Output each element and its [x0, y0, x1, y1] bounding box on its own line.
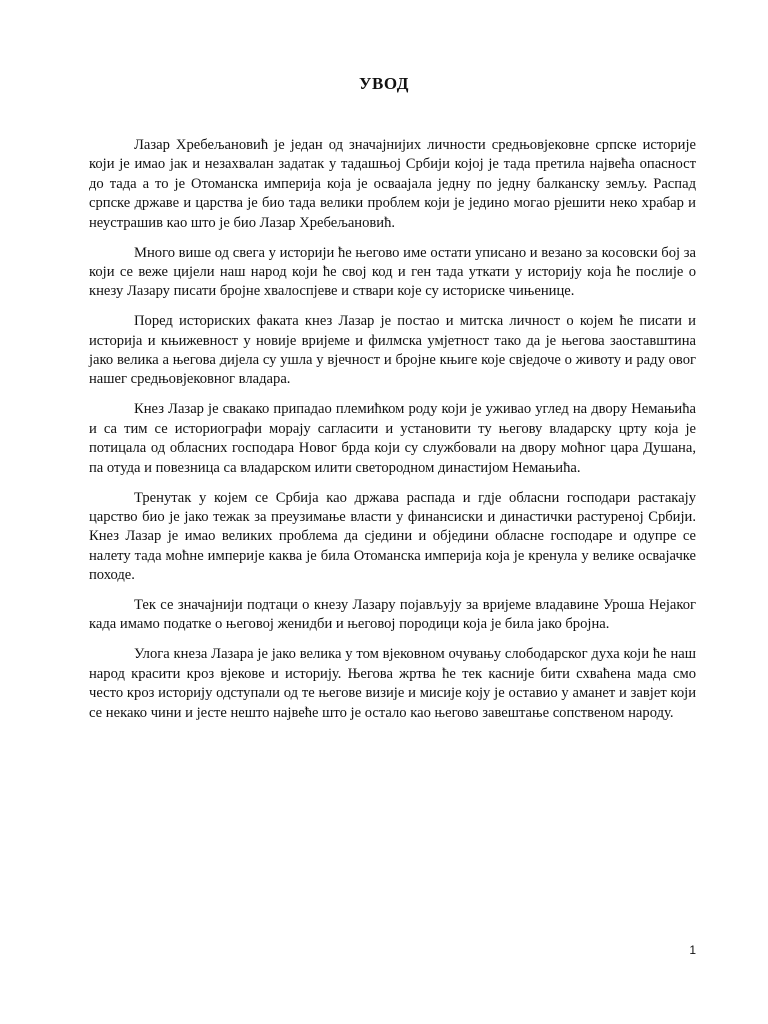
paragraph: Тренутак у којем се Србија као држава распада и гдје обласни господари растакају царство био је јако тежак за преузимање власти у финансиски и династички растуреној Србији. Кнез Лазар је имао великих проблема да сједини и обједини обласне господаре и одупре се налету тада моћне империје каква је била Отоманска империја која је кренула у велике осваjачке походе. [89, 489, 696, 584]
document-body [89, 136, 696, 733]
page-title: УВОД [359, 74, 409, 93]
page-number: 1 [689, 943, 696, 957]
paragraph: Поред историских факата кнез Лазар је постао и митска личност о којем ће писати и историја и књижевност у новије вријеме и филмска умјетност тако да је његова заоставштина јако велика а његова дијела су ушла у вјечност и бројне књиге које свједоче о животу и раду овог нашег средњовјековног владара. [89, 313, 696, 388]
paragraph: Лазар Хребељановић је један од значајнијих личности средњовјековне српске историје који је имао јак и незахвалан задатак у тадашњој Србији којој је тада претила највећа опасност до тада а то је Отоманска империја која је осваајала једну по једну балканску земљу. Распад српске државе и царства је био тада велики проблем који је једино могао рјешити неко храбар и неустрашив као што је био Лазар Хребељановић. [89, 137, 696, 231]
paragraph: Много више од свега у историји ће његово име остати уписано и везано за косовски бој за који се веже цијели наш народ који ће свој код и ген тада уткати у историју која ће послије о кнезу Лазару писати бројне хвалоспјеве и ствари које су историске чињенице. [89, 244, 696, 300]
paragraph: Тек се значајнији подтаци о кнезу Лазару појављују за вријеме владавине Уроша Нејаког када имамо податке о његовој женидби и његовој породици која је била јако бројна. [89, 597, 696, 633]
paragraph: Кнез Лазар је свакако припадао племићком роду који је уживао углед на двору Немањића и са тим се историографи морају сагласити и установити ту његову владарску црту која је потицала од обласних господара Новог брда који су службовали на двору моћног цара Душана, па отуда и повезница са владарском илити светородном династијом Немањића. [89, 401, 696, 476]
paragraph: Улога кнеза Лазара је јако велика у том вјековном очувању слободарског духа који ће наш народ красити кроз вјекове и историју. Његова жртва ће тек касније бити схваћена мада смо често кроз историју одступали од те његове визије и мисије коју је оставио у аманет и завјет који се некако чини и јесте нешто највеће што је остало као његово завештање сопственом народу. [89, 646, 696, 721]
